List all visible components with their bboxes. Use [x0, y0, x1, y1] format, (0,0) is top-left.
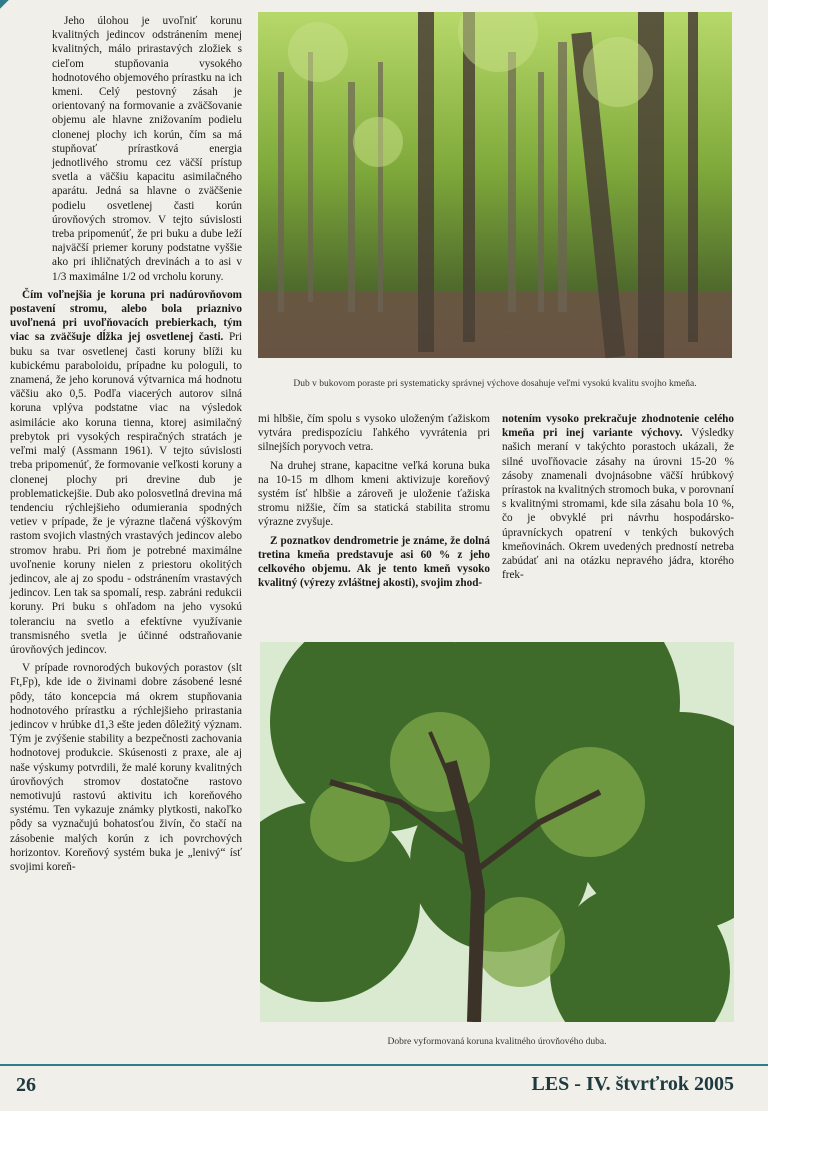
middle-paragraph-3-emphasis: Z poznatkov dendrometrie je známe, že dolná tretina kmeňa predstavuje asi 60 % z jeho celkového objemu. Ak je tento kmeň vysoko kvalitný (výrezy zvláštnej akosti), svojim zhod- [258, 534, 490, 590]
top-photo-caption: Dub v bukovom poraste pri systematicky správnej výchove dosahuje veľmi vysokú kvalitu svojho kmeňa. [293, 379, 697, 389]
right-column [502, 412, 734, 586]
right-paragraph-1-body: Výsledky našich meraní v takýchto porastoch ukázali, že silné uvoľňovacie zásahy na úrovni 15-20 % zásoby znamenali dvojnásobne väčší hrúbkový prírastok na kvalitných stromoch buka, v porovnaní s kvalitnými stromami, kde sila zásahu bola 10 %, čo je obvyklé pri návrhu hospodársko-úpravníckych opatrení v tenkých bukových kmeňovinách. Okrem uvedených predností netreba zabúdať ani na otázku nepravého jádra, ktorého frek- [502, 427, 734, 582]
middle-paragraph-1: mi hlbšie, čím spolu s vysoko uloženým ťažiskom vytvára predispozíciu ľahkého vyvrátenia pri silnejších poryvoch vetra. [258, 413, 490, 454]
middle-paragraph-3 [258, 534, 490, 591]
middle-column [258, 412, 490, 594]
right-paragraph-1 [502, 412, 734, 582]
left-column [10, 14, 242, 878]
left-paragraph-2-body: Pri buku sa tvar osvetlenej časti koruny blíži ku kubickému paraboloidu, prípadne ku pologuli, to znamená, že jeho korunová výtvarnica má hodnotu väčšiu ako 0,5. Podľa viacerých autorov silná koruna vplýva podstatne viac na výsledok asimilácie ako koruna tienna, ktorej asimilačný prebytok pri vysokých respiračných stratách je veľmi malý (Assmann 1961). V tejto súvislosti treba pripomenúť, že formovanie veľkosti koruny a clonenej plochy pri drevine dub je problematickejšie. Dub ako polosvetlná drevina má tendenciu rýchlejšieho odumierania spodných vetiev v prípade, že je výrazne tlačená výškovým rastom svojich vlastných vrastavých jedincov alebo stromov hrabu. Pri ňom je potrebné maximálne uvoľnenie koruny nielen z priestoru okolitých jedincov, ale aj zo spodu - odstránením vrastavých jedincov. Len tak sa spomalí, resp. zabráni redukcii koruny. Pri buku s ohľadom na jeho vysokú toleranciu na svetlo a efektívne využívanie transmisného svetla je účinné odstraňovanie úrovňových jedincov. [10, 331, 242, 656]
beech-forest-photo [258, 12, 732, 358]
left-paragraph-3: V prípade rovnorodých bukových porastov (slt Ft,Fp), kde ide o živinami dobre zásobené lesné pôdy, táto koncepcia má okrem stupňovania hodnotového prírastku a rýchlejšieho prirastania jedincov v hrúbke d1,3 ešte jeden dôležitý význam. Tým je zvýšenie stability a bezpečnosti zachovania hodnotovej produkcie. Skúsenosti z praxe, ale aj naše výskumy potvrdili, že malé koruny kvalitných úrovňových stromov dostatočne rastovo nemotivujú rastovú aktivitu ich koreňového systému. Ten vykazuje známky plytkosti, nakoľko pôdy sa vyznačujú bohatosťou živín, čo stačí na zásobenie malých korún z ich povrchových horizontov. Koreňový systém buka je „lenivý“ ísť svojimi koreň- [10, 662, 242, 873]
left-paragraph-2-emphasis: Čím voľnejšia je koruna pri nadúrovňovom postavení stromu, alebo bola priaznivo uvoľnená pri uvoľňovacích prebierkach, tým viac sa zväčšuje dĺžka jej osvetlenej časti. [10, 288, 242, 344]
left-paragraph-2 [10, 288, 242, 657]
middle-paragraph-2: Na druhej strane, kapacitne veľká koruna buka na 10-15 m dlhom kmeni aktivizuje koreňový systém ísť hlbšie a zároveň je uloženie ťažiska stromu nižšie, čím sa statická stabilita stromu výrazne zvyšuje. [258, 459, 490, 529]
oak-crown-photo [260, 642, 734, 1022]
bottom-photo-caption: Dobre vyformovaná koruna kvalitného úrovňového duba. [387, 1037, 607, 1047]
left-paragraph-1: Jeho úlohou je uvoľniť korunu kvalitných jedincov odstránením menej kvalitných, málo prirastavých zložiek s cieľom stupňovania vysokého hodnotového objemového prírastku na ich kmeni. Celý pestovný zásah je orientovaný na formovanie a zväčšovanie objemu ale hlavne znižovaním podielu clonenej plochy ich korún, čím sa má stupňovať prírastková energia jednotlivého stromu cez väčší prístup svetla a väčšiu kapacitu asimilačného aparátu. Jedná sa hlavne o zväčšenie podielu osvetlenej časti korún úrovňových stromov. V tejto súvislosti treba pripomenúť, že pri buku a dube leží najväčší priemer koruny podstatne vyššie ako pri ihličnatých drevinách a to asi v 1/3 maximálne 1/2 od vrcholu koruny. [52, 15, 242, 283]
magazine-title: LES - IV. štvrťrok 2005 [531, 1073, 734, 1095]
right-paragraph-1-emphasis: notením vysoko prekračuje zhodnotenie celého kmeňa pri inej variante výchovy. [502, 413, 734, 440]
page-number: 26 [16, 1074, 36, 1096]
footer-divider [0, 1064, 768, 1066]
